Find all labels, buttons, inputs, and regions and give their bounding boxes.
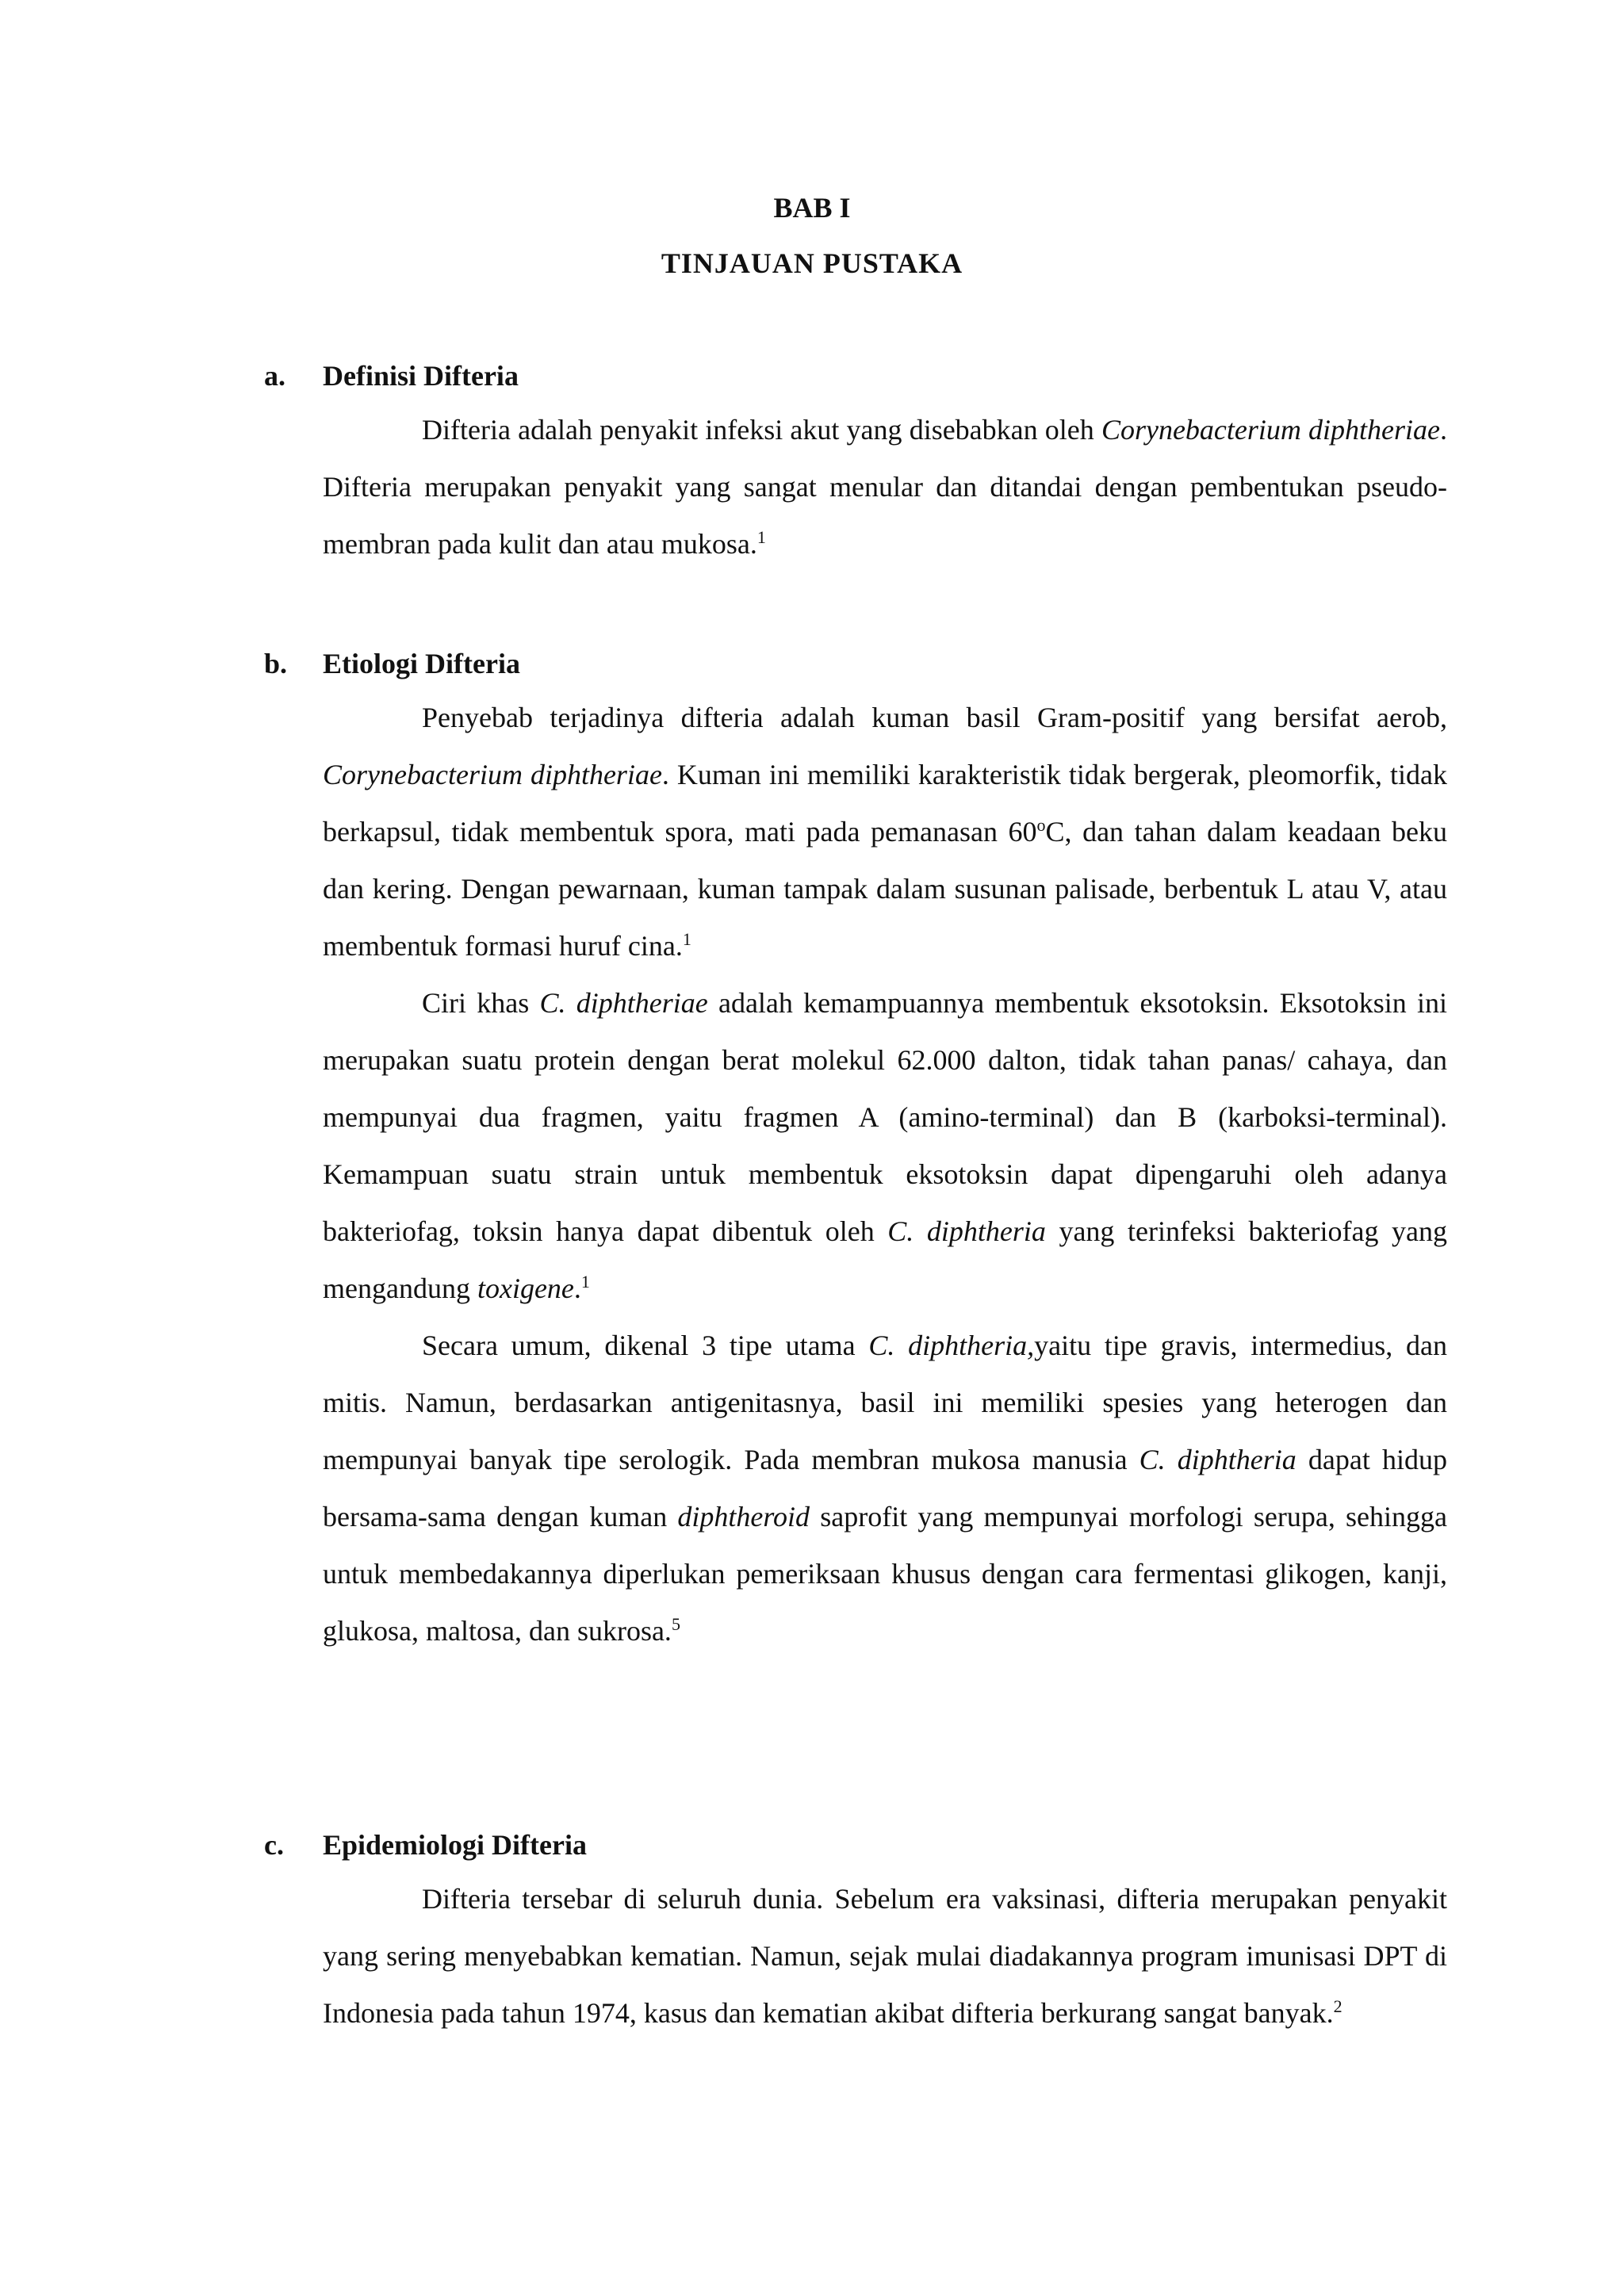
- section-title: Definisi Difteria: [323, 360, 519, 392]
- section-heading: [264, 358, 1447, 393]
- footnote-ref: 2: [1333, 1996, 1342, 2016]
- section-letter: b.: [264, 648, 288, 679]
- degree-mark: o: [1036, 815, 1046, 835]
- section-etiologi: [264, 646, 1447, 1659]
- footnote-ref: 1: [756, 527, 766, 547]
- chapter-number: BAB I: [773, 192, 851, 224]
- paragraph: Difteria tersebar di seluruh dunia. Sebelum era vaksinasi, difteria merupakan penyakit yang sering menyebabkan kematian. Namun, sejak mulai diadakannya program imunisasi DPT di Indonesia pada tahun 1974, kasus dan kematian akibat difteria berkurang sangat banyak.$^2$: [323, 1883, 1447, 2029]
- section-body: [323, 401, 1447, 572]
- section-heading: [264, 1827, 1447, 1862]
- paragraph: Secara umum, dikenal 3 tipe utama C. diphtheria,yaitu tipe gravis, intermedius, dan mitis. Namun, berdasarkan antigenitasnya, basil ini memiliki spesies yang heterogen dan mempunyai banyak tipe serologik. Pada membran mukosa manusia C. diphtheria dapat hidup bersama-sama dengan kuman diphtheroid saprofit yang mempunyai morfologi serupa, sehingga untuk membedakannya diperlukan pemeriksaan khusus dengan cara fermentasi glikogen, kanji, glukosa, maltosa, dan sukrosa.$^5$: [323, 1330, 1447, 1647]
- paragraph: Penyebab terjadinya difteria adalah kuman basil Gram-positif yang bersifat aerob, Corynebacterium diphtheriae. Kuman ini memiliki karakteristik tidak bergerak, pleomorfik, tidak berkapsul, tidak membentuk spora, mati pada pemanasan 60$^o$C, dan tahan dalam keadaan beku dan kering. Dengan pewarnaan, kuman tampak dalam susunan palisade, berbentuk L atau V, atau membentuk formasi huruf cina.$^1$: [323, 702, 1448, 962]
- footnote-ref: 5: [671, 1614, 680, 1634]
- section-body: [323, 1870, 1447, 2042]
- section-letter: a.: [264, 360, 285, 392]
- section-title: Epidemiologi Difteria: [323, 1829, 587, 1861]
- section-definisi: [264, 358, 1447, 572]
- section-heading: [264, 646, 1447, 681]
- section-title: Etiologi Difteria: [323, 648, 520, 679]
- footnote-ref: 1: [682, 929, 691, 949]
- chapter-title: TINJAUAN PUSTAKA: [661, 247, 963, 279]
- section-letter: c.: [264, 1829, 284, 1861]
- section-body: [323, 689, 1447, 1659]
- section-epidemiologi: [264, 1827, 1447, 2042]
- footnote-ref: 1: [580, 1272, 590, 1292]
- paragraph: Difteria adalah penyakit infeksi akut yang disebabkan oleh Corynebacterium diphtheriae. Difteria merupakan penyakit yang sangat menular dan ditandai dengan pembentukan pseudo-membran pada kulit dan atau mukosa.$^1$: [323, 414, 1448, 560]
- paragraph: Ciri khas C. diphtheriae adalah kemampuannya membentuk eksotoksin. Eksotoksin ini merupakan suatu protein dengan berat molekul 62.000 dalton, tidak tahan panas/ cahaya, dan mempunyai dua fragmen, yaitu fragmen A (amino-terminal) dan B (karboksi-terminal). Kemampuan suatu strain untuk membentuk eksotoksin dapat dipengaruhi oleh adanya bakteriofag, toksin hanya dapat dibentuk oleh C. diphtheria yang terinfeksi bakteriofag yang mengandung toxigene.$^1$: [323, 987, 1448, 1304]
